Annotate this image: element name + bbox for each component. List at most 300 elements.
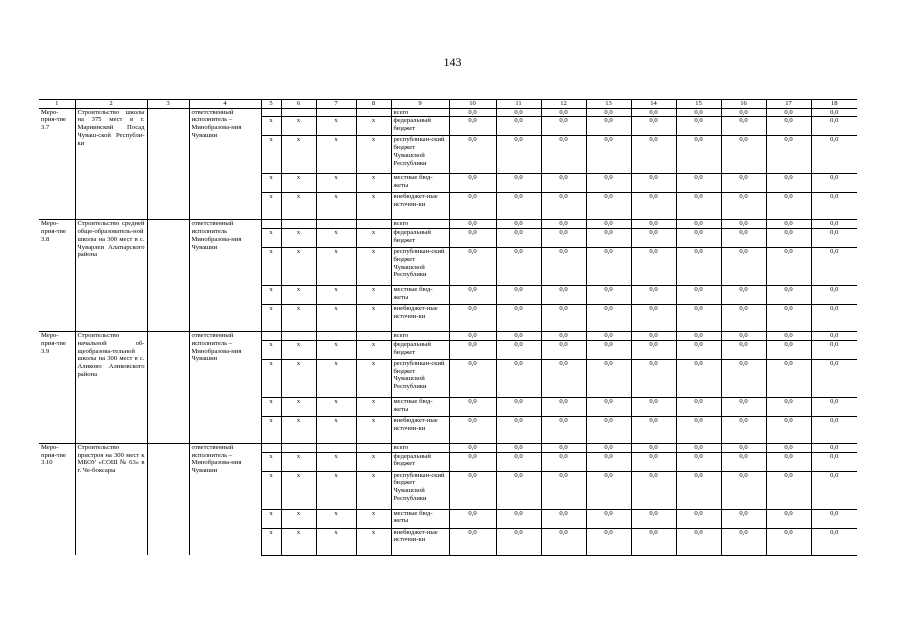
value-cell: 0,0 [721,229,766,248]
value-cell: 0,0 [676,397,721,416]
code-cell [316,332,356,341]
code-cell: x [281,117,316,136]
funding-source-cell: местные бюд-жеты [391,397,449,416]
funding-source-cell: местные бюд-жеты [391,286,449,305]
value-cell: 0,0 [541,117,586,136]
code-cell: x [356,471,391,509]
value-cell: 0,0 [449,286,496,305]
value-cell: 0,0 [721,286,766,305]
value-cell: 0,0 [631,443,676,452]
value-cell: 0,0 [586,471,631,509]
code-cell: x [316,229,356,248]
value-cell: 0,0 [449,220,496,229]
value-cell: 0,0 [676,452,721,471]
value-cell: 0,0 [541,286,586,305]
value-cell: 0,0 [766,509,811,528]
value-cell: 0,0 [541,443,586,452]
code-cell: x [316,248,356,286]
code-cell: x [281,528,316,555]
value-cell: 0,0 [496,108,541,117]
code-cell: x [356,193,391,220]
value-cell: 0,0 [721,332,766,341]
value-cell: 0,0 [586,248,631,286]
code-cell: x [281,305,316,332]
code-cell: x [281,286,316,305]
header-cell: 9 [391,100,449,109]
value-cell: 0,0 [721,117,766,136]
header-cell: 1 [39,100,75,109]
value-cell: 0,0 [766,332,811,341]
header-cell: 18 [811,100,857,109]
funding-source-cell: внебюджет-ные источни-ки [391,193,449,220]
funding-source-cell: республикан-ский бюджет Чувашской Республики [391,359,449,397]
value-cell: 0,0 [449,340,496,359]
value-cell: 0,0 [721,174,766,193]
value-cell: 0,0 [811,359,857,397]
funding-source-cell: внебюджет-ные источни-ки [391,416,449,443]
value-cell: 0,0 [766,416,811,443]
value-cell: 0,0 [449,471,496,509]
executor-cell: ответственный исполнитель – Минобразова-ния Чувашии [189,332,261,444]
value-cell: 0,0 [541,509,586,528]
value-cell: 0,0 [631,359,676,397]
value-cell: 0,0 [496,397,541,416]
value-cell: 0,0 [586,332,631,341]
value-cell: 0,0 [721,397,766,416]
code-cell: x [261,452,281,471]
value-cell: 0,0 [631,397,676,416]
value-cell: 0,0 [631,229,676,248]
code-cell: x [281,416,316,443]
measure-name-cell: Строительство пристроя на 300 мест к МБОУ «СОШ № 63» в г. Че-боксары [75,443,147,555]
value-cell: 0,0 [496,229,541,248]
value-cell: 0,0 [811,174,857,193]
funding-source-cell: республикан-ский бюджет Чувашской Республики [391,248,449,286]
value-cell: 0,0 [541,248,586,286]
value-cell: 0,0 [541,416,586,443]
value-cell: 0,0 [496,220,541,229]
code-cell: x [261,136,281,174]
value-cell: 0,0 [496,359,541,397]
value-cell: 0,0 [721,416,766,443]
value-cell: 0,0 [811,286,857,305]
value-cell: 0,0 [676,193,721,220]
code-cell: x [316,452,356,471]
value-cell: 0,0 [811,452,857,471]
code-cell: x [281,397,316,416]
value-cell: 0,0 [811,471,857,509]
code-cell: x [261,305,281,332]
value-cell: 0,0 [766,117,811,136]
value-cell: 0,0 [496,248,541,286]
code-cell: x [316,416,356,443]
header-cell: 5 [261,100,281,109]
value-cell: 0,0 [676,509,721,528]
code-cell [261,332,281,341]
code-cell: x [261,174,281,193]
code-cell: x [261,509,281,528]
code-cell: x [356,528,391,555]
executor-cell: ответственный исполнитель – Минобразова-ния Чувашии [189,108,261,220]
value-cell: 0,0 [586,416,631,443]
value-cell: 0,0 [541,174,586,193]
code-cell: x [356,117,391,136]
value-cell: 0,0 [811,220,857,229]
code-cell: x [261,397,281,416]
empty-cell [147,332,189,444]
code-cell: x [356,305,391,332]
value-cell: 0,0 [676,117,721,136]
value-cell: 0,0 [676,136,721,174]
value-cell: 0,0 [676,305,721,332]
value-cell: 0,0 [811,248,857,286]
value-cell: 0,0 [721,359,766,397]
header-cell: 6 [281,100,316,109]
value-cell: 0,0 [676,443,721,452]
code-cell: x [281,229,316,248]
code-cell: x [356,286,391,305]
value-cell: 0,0 [811,340,857,359]
value-cell: 0,0 [766,286,811,305]
code-cell [281,108,316,117]
value-cell: 0,0 [631,509,676,528]
value-cell: 0,0 [811,528,857,555]
value-cell: 0,0 [449,397,496,416]
value-cell: 0,0 [811,416,857,443]
value-cell: 0,0 [541,452,586,471]
code-cell: x [281,174,316,193]
funding-source-cell: федеральный бюджет [391,340,449,359]
code-cell: x [261,528,281,555]
measure-id-cell: Меро-прия-тие 3.9 [39,332,75,444]
value-cell: 0,0 [676,359,721,397]
code-cell: x [316,340,356,359]
value-cell: 0,0 [631,174,676,193]
value-cell: 0,0 [541,220,586,229]
value-cell: 0,0 [766,359,811,397]
funding-source-cell: внебюджет-ные источни-ки [391,528,449,555]
header-cell: 17 [766,100,811,109]
header-cell: 3 [147,100,189,109]
header-cell: 10 [449,100,496,109]
value-cell: 0,0 [766,471,811,509]
code-cell: x [281,248,316,286]
value-cell: 0,0 [676,220,721,229]
code-cell: x [316,397,356,416]
value-cell: 0,0 [631,305,676,332]
code-cell: x [316,117,356,136]
funding-source-cell: всего [391,220,449,229]
measure-id-cell: Меро-прия-тие 3.7 [39,108,75,220]
value-cell: 0,0 [721,305,766,332]
value-cell: 0,0 [766,136,811,174]
code-cell [281,220,316,229]
header-cell: 13 [586,100,631,109]
value-cell: 0,0 [676,471,721,509]
code-cell [261,108,281,117]
value-cell: 0,0 [449,528,496,555]
value-cell: 0,0 [811,229,857,248]
value-cell: 0,0 [541,193,586,220]
table-row [39,443,857,452]
code-cell: x [316,136,356,174]
code-cell: x [261,248,281,286]
code-cell: x [316,509,356,528]
value-cell: 0,0 [631,136,676,174]
value-cell: 0,0 [586,443,631,452]
value-cell: 0,0 [721,340,766,359]
value-cell: 0,0 [449,174,496,193]
header-cell: 4 [189,100,261,109]
value-cell: 0,0 [676,174,721,193]
value-cell: 0,0 [449,193,496,220]
code-cell: x [356,416,391,443]
value-cell: 0,0 [676,248,721,286]
value-cell: 0,0 [631,452,676,471]
code-cell [281,443,316,452]
value-cell: 0,0 [496,117,541,136]
funding-source-cell: федеральный бюджет [391,229,449,248]
value-cell: 0,0 [721,193,766,220]
value-cell: 0,0 [631,248,676,286]
code-cell: x [316,471,356,509]
value-cell: 0,0 [766,229,811,248]
value-cell: 0,0 [766,305,811,332]
code-cell: x [356,248,391,286]
value-cell: 0,0 [676,416,721,443]
value-cell: 0,0 [449,332,496,341]
value-cell: 0,0 [631,286,676,305]
value-cell: 0,0 [766,340,811,359]
value-cell: 0,0 [449,452,496,471]
value-cell: 0,0 [586,174,631,193]
budget-table [39,99,857,556]
header-cell: 8 [356,100,391,109]
value-cell: 0,0 [496,136,541,174]
value-cell: 0,0 [496,193,541,220]
funding-source-cell: республикан-ский бюджет Чувашской Республики [391,136,449,174]
value-cell: 0,0 [676,528,721,555]
measure-name-cell: Строительство школы на 375 мест в г. Мариинский Посад Чуваш-ской Республи-ки [75,108,147,220]
value-cell: 0,0 [586,397,631,416]
value-cell: 0,0 [541,108,586,117]
code-cell: x [281,471,316,509]
value-cell: 0,0 [631,117,676,136]
value-cell: 0,0 [721,136,766,174]
value-cell: 0,0 [449,117,496,136]
value-cell: 0,0 [541,136,586,174]
funding-source-cell: внебюджет-ные источни-ки [391,305,449,332]
measure-id-cell: Меро-прия-тие 3.8 [39,220,75,332]
empty-cell [147,220,189,332]
measure-id-cell: Меро-прия-тие 3.10 [39,443,75,555]
funding-source-cell: местные бюд-жеты [391,174,449,193]
header-cell: 2 [75,100,147,109]
value-cell: 0,0 [766,443,811,452]
value-cell: 0,0 [586,359,631,397]
funding-source-cell: федеральный бюджет [391,452,449,471]
value-cell: 0,0 [541,471,586,509]
value-cell: 0,0 [631,332,676,341]
funding-source-cell: федеральный бюджет [391,117,449,136]
value-cell: 0,0 [586,117,631,136]
empty-cell [147,443,189,555]
code-cell: x [316,528,356,555]
code-cell: x [356,397,391,416]
value-cell: 0,0 [449,229,496,248]
value-cell: 0,0 [541,340,586,359]
value-cell: 0,0 [811,332,857,341]
code-cell: x [281,340,316,359]
value-cell: 0,0 [541,359,586,397]
code-cell: x [356,509,391,528]
code-cell [316,220,356,229]
code-cell: x [356,452,391,471]
code-cell: x [281,136,316,174]
executor-cell: ответственный исполнитель – Минобразова-ния Чувашии [189,443,261,555]
value-cell: 0,0 [541,305,586,332]
value-cell: 0,0 [449,509,496,528]
value-cell: 0,0 [676,286,721,305]
header-cell: 15 [676,100,721,109]
value-cell: 0,0 [449,248,496,286]
value-cell: 0,0 [496,471,541,509]
table-row [39,108,857,117]
code-cell: x [356,229,391,248]
code-cell: x [281,193,316,220]
value-cell: 0,0 [586,108,631,117]
value-cell: 0,0 [811,443,857,452]
value-cell: 0,0 [721,108,766,117]
value-cell: 0,0 [721,248,766,286]
header-cell: 14 [631,100,676,109]
value-cell: 0,0 [586,340,631,359]
value-cell: 0,0 [766,248,811,286]
value-cell: 0,0 [811,108,857,117]
code-cell: x [261,229,281,248]
value-cell: 0,0 [496,174,541,193]
value-cell: 0,0 [766,220,811,229]
code-cell [356,220,391,229]
value-cell: 0,0 [631,340,676,359]
value-cell: 0,0 [496,509,541,528]
value-cell: 0,0 [496,286,541,305]
code-cell [316,108,356,117]
code-cell: x [281,359,316,397]
code-cell [261,220,281,229]
funding-source-cell: местные бюд-жеты [391,509,449,528]
code-cell: x [261,416,281,443]
code-cell [356,108,391,117]
value-cell: 0,0 [811,397,857,416]
header-cell: 7 [316,100,356,109]
value-cell: 0,0 [496,340,541,359]
funding-source-cell: республикан-ский бюджет Чувашской Республики [391,471,449,509]
value-cell: 0,0 [766,397,811,416]
value-cell: 0,0 [449,359,496,397]
value-cell: 0,0 [676,108,721,117]
code-cell [281,332,316,341]
value-cell: 0,0 [721,528,766,555]
code-cell: x [261,193,281,220]
header-cell: 12 [541,100,586,109]
value-cell: 0,0 [766,108,811,117]
header-cell: 16 [721,100,766,109]
value-cell: 0,0 [721,471,766,509]
value-cell: 0,0 [586,286,631,305]
code-cell: x [261,286,281,305]
value-cell: 0,0 [631,193,676,220]
code-cell: x [281,452,316,471]
value-cell: 0,0 [541,528,586,555]
header-row [39,100,857,109]
code-cell: x [261,340,281,359]
code-cell: x [316,193,356,220]
value-cell: 0,0 [631,108,676,117]
code-cell: x [316,286,356,305]
value-cell: 0,0 [586,528,631,555]
value-cell: 0,0 [631,416,676,443]
code-cell: x [356,340,391,359]
code-cell: x [261,117,281,136]
value-cell: 0,0 [496,332,541,341]
value-cell: 0,0 [449,305,496,332]
value-cell: 0,0 [449,108,496,117]
value-cell: 0,0 [721,443,766,452]
value-cell: 0,0 [631,220,676,229]
value-cell: 0,0 [631,528,676,555]
value-cell: 0,0 [449,416,496,443]
measure-name-cell: Строительство средней обще-образователь-ной школы на 300 мест в с. Чуварлеи Алатырского района [75,220,147,332]
executor-cell: ответственный исполнитель Минобразова-ния Чувашии [189,220,261,332]
value-cell: 0,0 [586,229,631,248]
value-cell: 0,0 [811,136,857,174]
value-cell: 0,0 [676,332,721,341]
value-cell: 0,0 [586,136,631,174]
value-cell: 0,0 [721,220,766,229]
value-cell: 0,0 [631,471,676,509]
code-cell: x [356,136,391,174]
value-cell: 0,0 [449,443,496,452]
funding-source-cell: всего [391,332,449,341]
code-cell: x [316,305,356,332]
value-cell: 0,0 [721,509,766,528]
value-cell: 0,0 [766,193,811,220]
code-cell: x [281,509,316,528]
code-cell: x [261,471,281,509]
code-cell: x [316,174,356,193]
value-cell: 0,0 [766,174,811,193]
funding-source-cell: всего [391,443,449,452]
empty-cell [147,108,189,220]
code-cell [356,443,391,452]
value-cell: 0,0 [676,340,721,359]
table-row [39,220,857,229]
header-cell: 11 [496,100,541,109]
code-cell [356,332,391,341]
value-cell: 0,0 [766,528,811,555]
value-cell: 0,0 [496,528,541,555]
value-cell: 0,0 [811,193,857,220]
value-cell: 0,0 [766,452,811,471]
value-cell: 0,0 [496,443,541,452]
value-cell: 0,0 [496,452,541,471]
value-cell: 0,0 [496,305,541,332]
funding-source-cell: всего [391,108,449,117]
value-cell: 0,0 [586,452,631,471]
code-cell: x [316,359,356,397]
code-cell: x [356,174,391,193]
